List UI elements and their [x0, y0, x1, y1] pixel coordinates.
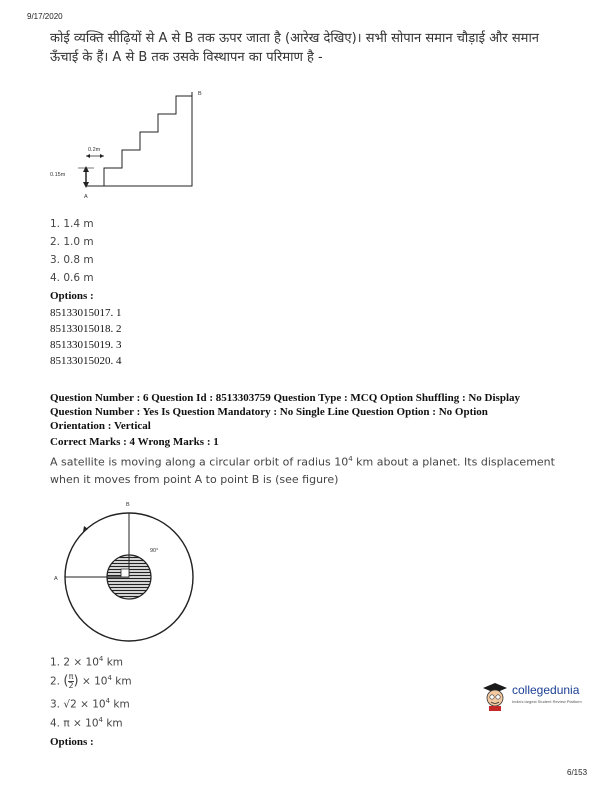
q6-meta-line3: Orientation : Vertical [50, 420, 151, 432]
q6-options-heading: Options : [50, 736, 94, 748]
orbit-figure [48, 496, 208, 646]
orbit-point-a-label: A [54, 576, 58, 582]
graduate-mascot-icon [480, 680, 510, 712]
staircase-figure [46, 82, 216, 207]
q6-choice-2: 2. ( $\frac{\pi}{2}$ ) × $10^4$ km [50, 672, 132, 690]
collegedunia-logo [480, 680, 585, 712]
pi-over-2-fraction: $\frac{\pi}{2}$ [68, 672, 74, 690]
q6-choice-1: 1. $2 \times 10^4$ km [50, 655, 124, 669]
q5-option-id-3: 85133015019. 3 [50, 339, 122, 351]
q5-option-id-4: 85133015020. 4 [50, 355, 122, 367]
step-width-label: 0.2m [88, 147, 101, 153]
orbit-point-b-label: B [126, 502, 130, 508]
point-a-label: A [84, 194, 88, 200]
q6-text-line2: when it moves from point A to point B is (see figure) [50, 473, 339, 486]
logo-tagline: India's largest Student Review Platform [512, 699, 582, 704]
q6-meta-line1: Question Number : 6 Question Id : 8513303759 Question Type : MCQ Option Shuffling : No Display [50, 392, 521, 404]
q5-text-line1: कोई व्यक्ति सीढ़ियों से A से B तक ऊपर जाता है (आरेख देखिए)। सभी सोपान समान चौड़ाई और समान [50, 31, 540, 46]
q5-choice-2: 2. 1.0 m [50, 236, 94, 248]
right-angle-marker [121, 569, 129, 577]
q6-choice-3: 3. $√2 \times 10^4$ km [50, 697, 130, 711]
point-b-label: B [198, 91, 202, 97]
logo-name: collegedunia [512, 683, 580, 697]
step-height-label: 0.15m [50, 172, 66, 178]
q5-choice-1: 1. 1.4 m [50, 218, 94, 230]
q6-marks: Correct Marks : 4 Wrong Marks : 1 [50, 436, 219, 448]
q5-options-heading: Options : [50, 290, 94, 302]
q5-text-line2: ऊँचाई के हैं। A से B तक उसके विस्थापन का परिमाण है - [50, 50, 323, 65]
q6-text-line1: A satellite is moving along a circular orbit of radius $10^4$ km about a planet. Its displacement [50, 455, 555, 469]
angle-label: 90° [150, 548, 159, 554]
q6-meta-line2: Question Number : Yes Is Question Mandatory : No Single Line Question Option : No Option [50, 406, 488, 418]
orbit-direction-arrow [83, 526, 88, 532]
page-number: 6/153 [567, 768, 588, 777]
staircase-outline [86, 96, 192, 186]
q5-choice-4: 4. 0.6 m [50, 272, 94, 284]
q5-option-id-1: 85133015017. 1 [50, 307, 122, 319]
q6-choice-4: 4. $\pi \times 10^4$ km [50, 716, 123, 730]
q5-option-id-2: 85133015018. 2 [50, 323, 122, 335]
print-date: 9/17/2020 [27, 12, 63, 21]
q5-choice-3: 3. 0.8 m [50, 254, 94, 266]
